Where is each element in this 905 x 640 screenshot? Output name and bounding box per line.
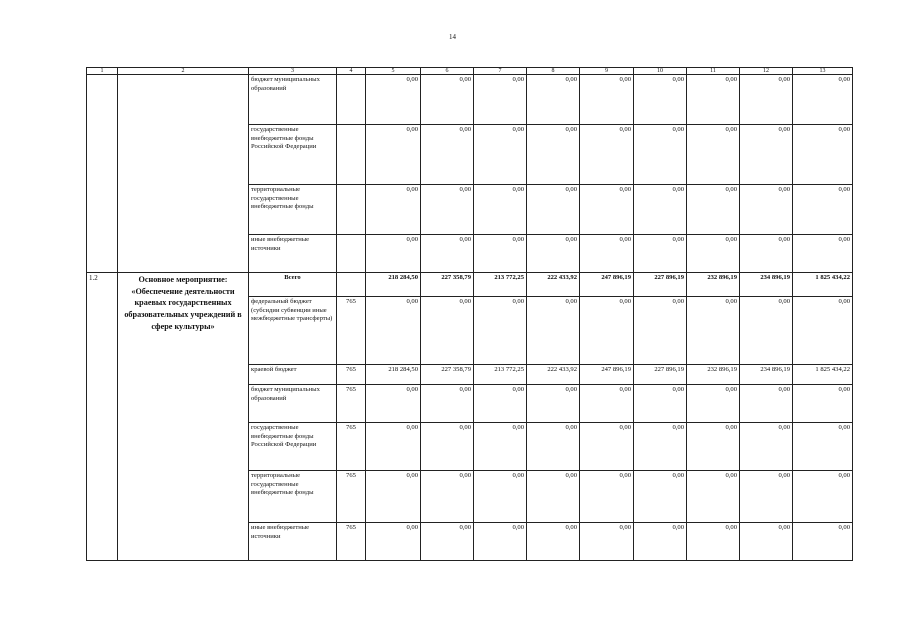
value-cell: 0,00 <box>474 75 527 125</box>
code-cell <box>337 75 366 125</box>
value-cell: 0,00 <box>366 75 421 125</box>
value-cell: 0,00 <box>580 125 634 185</box>
value-cell: 0,00 <box>793 185 853 235</box>
value-cell: 0,00 <box>366 385 421 423</box>
value-cell: 218 284,50 <box>366 365 421 385</box>
value-cell: 0,00 <box>580 185 634 235</box>
value-cell: 0,00 <box>634 297 687 365</box>
value-cell: 0,00 <box>687 125 740 185</box>
value-cell: 0,00 <box>687 523 740 561</box>
value-cell: 222 433,92 <box>527 273 580 297</box>
value-cell: 0,00 <box>740 523 793 561</box>
value-cell: 0,00 <box>740 385 793 423</box>
value-cell: 0,00 <box>793 423 853 471</box>
value-cell: 0,00 <box>793 471 853 523</box>
code-cell: 765 <box>337 297 366 365</box>
code-cell: 765 <box>337 523 366 561</box>
value-cell: 0,00 <box>634 235 687 273</box>
value-cell: 213 772,25 <box>474 273 527 297</box>
column-number: 8 <box>527 68 580 75</box>
funding-source-cell: федеральный бюджет (субсидии субвенции иные межбюджетные трансферты) <box>249 297 337 365</box>
value-cell: 0,00 <box>687 75 740 125</box>
measure-title-cell <box>118 75 249 273</box>
value-cell: 0,00 <box>421 385 474 423</box>
value-cell: 0,00 <box>366 471 421 523</box>
value-cell: 232 896,19 <box>687 365 740 385</box>
value-cell: 0,00 <box>366 297 421 365</box>
value-cell: 0,00 <box>687 185 740 235</box>
value-cell: 0,00 <box>527 523 580 561</box>
value-cell: 0,00 <box>687 297 740 365</box>
funding-source-cell: Всего <box>249 273 337 297</box>
column-number: 9 <box>580 68 634 75</box>
value-cell: 1 825 434,22 <box>793 365 853 385</box>
budget-table <box>86 67 853 561</box>
value-cell: 0,00 <box>634 423 687 471</box>
value-cell: 0,00 <box>580 523 634 561</box>
value-cell: 0,00 <box>687 385 740 423</box>
value-cell: 247 896,19 <box>580 365 634 385</box>
value-cell: 0,00 <box>580 297 634 365</box>
code-cell <box>337 235 366 273</box>
funding-source-cell: бюджет муниципальных образований <box>249 385 337 423</box>
column-number: 4 <box>337 68 366 75</box>
value-cell: 0,00 <box>421 235 474 273</box>
value-cell: 0,00 <box>740 75 793 125</box>
page-number: 14 <box>449 33 456 41</box>
code-cell: 765 <box>337 423 366 471</box>
value-cell: 0,00 <box>687 423 740 471</box>
value-cell: 0,00 <box>634 185 687 235</box>
value-cell: 222 433,92 <box>527 365 580 385</box>
value-cell: 218 284,50 <box>366 273 421 297</box>
value-cell: 0,00 <box>634 75 687 125</box>
code-cell <box>337 185 366 235</box>
value-cell: 0,00 <box>421 471 474 523</box>
column-number: 3 <box>249 68 337 75</box>
value-cell: 0,00 <box>740 297 793 365</box>
column-number: 5 <box>366 68 421 75</box>
value-cell: 0,00 <box>527 385 580 423</box>
value-cell: 0,00 <box>474 297 527 365</box>
column-number: 11 <box>687 68 740 75</box>
value-cell: 1 825 434,22 <box>793 273 853 297</box>
value-cell: 0,00 <box>634 385 687 423</box>
value-cell: 0,00 <box>687 471 740 523</box>
table-row <box>87 75 853 125</box>
value-cell: 0,00 <box>366 125 421 185</box>
value-cell: 227 896,19 <box>634 273 687 297</box>
column-number: 1 <box>87 68 118 75</box>
value-cell: 0,00 <box>474 125 527 185</box>
code-cell: 765 <box>337 471 366 523</box>
value-cell: 0,00 <box>527 125 580 185</box>
value-cell: 0,00 <box>474 523 527 561</box>
funding-source-cell: иные внебюджетные источники <box>249 523 337 561</box>
value-cell: 0,00 <box>740 185 793 235</box>
value-cell: 0,00 <box>527 75 580 125</box>
value-cell: 0,00 <box>793 297 853 365</box>
value-cell: 0,00 <box>527 471 580 523</box>
value-cell: 227 896,19 <box>634 365 687 385</box>
measure-number: 1.2 <box>87 273 118 561</box>
value-cell: 0,00 <box>527 185 580 235</box>
funding-source-cell: территориальные государственные внебюджетные фонды <box>249 185 337 235</box>
code-cell <box>337 273 366 297</box>
value-cell: 227 358,79 <box>421 273 474 297</box>
value-cell: 0,00 <box>421 185 474 235</box>
value-cell: 0,00 <box>421 125 474 185</box>
value-cell: 0,00 <box>366 185 421 235</box>
value-cell: 0,00 <box>366 235 421 273</box>
value-cell: 0,00 <box>740 471 793 523</box>
value-cell: 0,00 <box>366 523 421 561</box>
column-number-row <box>87 68 853 75</box>
value-cell: 0,00 <box>793 125 853 185</box>
value-cell: 0,00 <box>421 423 474 471</box>
column-number: 12 <box>740 68 793 75</box>
value-cell: 0,00 <box>793 385 853 423</box>
value-cell: 0,00 <box>421 523 474 561</box>
value-cell: 0,00 <box>793 235 853 273</box>
table-row <box>87 273 853 297</box>
value-cell: 0,00 <box>421 75 474 125</box>
value-cell: 0,00 <box>421 297 474 365</box>
value-cell: 234 896,19 <box>740 273 793 297</box>
column-number: 2 <box>118 68 249 75</box>
measure-title: Основное мероприятие: «Обеспечение деятельности краевых государственных образовательных учреждений в сфере культуры» <box>118 273 249 561</box>
value-cell: 0,00 <box>634 523 687 561</box>
funding-source-cell: территориальные государственные внебюджетные фонды <box>249 471 337 523</box>
column-number: 7 <box>474 68 527 75</box>
funding-source-cell: краевой бюджет <box>249 365 337 385</box>
value-cell: 0,00 <box>527 297 580 365</box>
value-cell: 0,00 <box>580 423 634 471</box>
value-cell: 213 772,25 <box>474 365 527 385</box>
value-cell: 0,00 <box>580 235 634 273</box>
value-cell: 0,00 <box>793 523 853 561</box>
value-cell: 227 358,79 <box>421 365 474 385</box>
value-cell: 0,00 <box>474 185 527 235</box>
value-cell: 0,00 <box>580 471 634 523</box>
value-cell: 0,00 <box>580 385 634 423</box>
value-cell: 0,00 <box>634 125 687 185</box>
code-cell: 765 <box>337 365 366 385</box>
column-number: 6 <box>421 68 474 75</box>
value-cell: 0,00 <box>634 471 687 523</box>
funding-source-cell: государственные внебюджетные фонды Российской Федерации <box>249 423 337 471</box>
value-cell: 0,00 <box>474 423 527 471</box>
value-cell: 0,00 <box>474 235 527 273</box>
value-cell: 232 896,19 <box>687 273 740 297</box>
value-cell: 0,00 <box>474 471 527 523</box>
funding-source-cell: бюджет муниципальных образований <box>249 75 337 125</box>
value-cell: 247 896,19 <box>580 273 634 297</box>
budget-table-body <box>87 68 853 561</box>
value-cell: 234 896,19 <box>740 365 793 385</box>
value-cell: 0,00 <box>740 423 793 471</box>
code-cell <box>337 125 366 185</box>
value-cell: 0,00 <box>366 423 421 471</box>
value-cell: 0,00 <box>527 423 580 471</box>
funding-source-cell: иные внебюджетные источники <box>249 235 337 273</box>
column-number: 13 <box>793 68 853 75</box>
funding-source-cell: государственные внебюджетные фонды Российской Федерации <box>249 125 337 185</box>
value-cell: 0,00 <box>580 75 634 125</box>
value-cell: 0,00 <box>527 235 580 273</box>
measure-number-cell <box>87 75 118 273</box>
value-cell: 0,00 <box>793 75 853 125</box>
value-cell: 0,00 <box>740 125 793 185</box>
value-cell: 0,00 <box>474 385 527 423</box>
column-number: 10 <box>634 68 687 75</box>
value-cell: 0,00 <box>687 235 740 273</box>
value-cell: 0,00 <box>740 235 793 273</box>
code-cell: 765 <box>337 385 366 423</box>
